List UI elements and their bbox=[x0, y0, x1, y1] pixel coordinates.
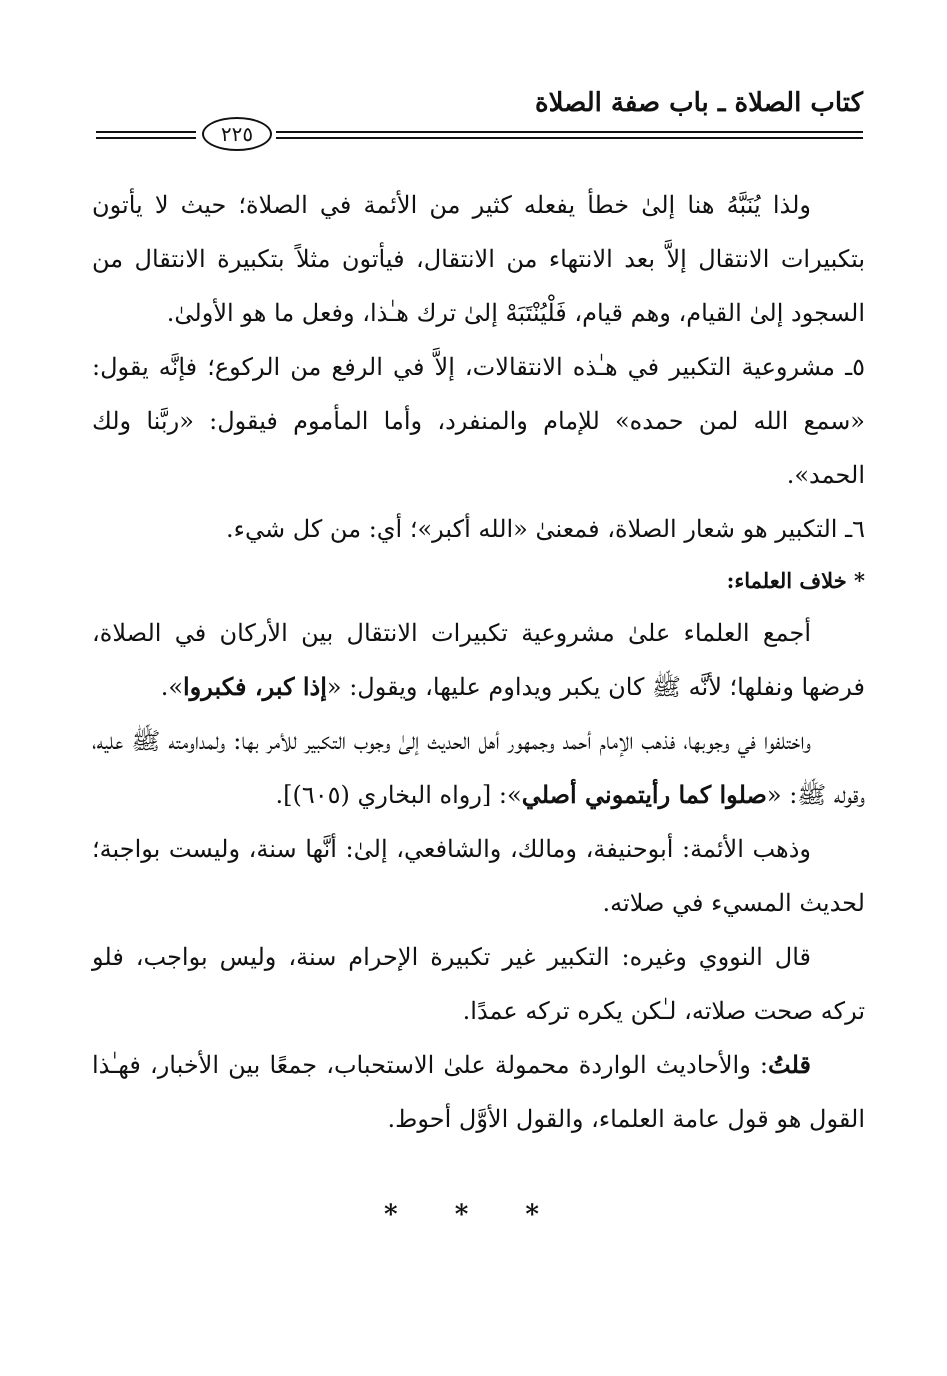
paragraph-consensus bbox=[92, 606, 865, 714]
paragraph-disagreement-end: »: [رواه البخاري (٦٠٥)]. bbox=[275, 781, 522, 809]
paragraph-conclusion bbox=[92, 1038, 865, 1146]
paragraph-disagreement-text: واختلفوا في وجوبها، فذهب الإمام أحمد وجمهور أهل الحديث إلىٰ وجوب التكبير للأمر بها: ولمداومته ﷺ عليه، وقوله ﷺ: « bbox=[92, 727, 865, 809]
section-separator: * * * bbox=[384, 1200, 563, 1230]
hadith-quote-2: صلوا كما رأيتموني أصلي bbox=[521, 780, 767, 809]
paragraph-disagreement bbox=[92, 714, 865, 822]
paragraph-consensus-text: أجمع العلماء علىٰ مشروعية تكبيرات الانتقال بين الأركان في الصلاة، فرضها ونفلها؛ لأنَّه ﷺ كان يكبر ويداوم عليها، ويقول: « bbox=[92, 619, 865, 701]
paragraph-consensus-end: ». bbox=[160, 673, 184, 701]
hadith-quote-1: إذا كبر، فكبروا bbox=[183, 672, 327, 701]
page-number: ٢٢٥ bbox=[202, 117, 272, 151]
paragraph-nawawi: قال النووي وغيره: التكبير غير تكبيرة الإحرام سنة، وليس بواجب، فلو تركه صحت صلاته، لـٰكن يكره تركه عمدًا. bbox=[92, 943, 865, 1025]
header-rule-right bbox=[276, 131, 863, 139]
header-rule-left bbox=[96, 131, 196, 139]
paragraph-imams: وذهب الأئمة: أبوحنيفة، ومالك، والشافعي، إلىٰ: أنَّها سنة، وليست بواجبة؛ لحديث المسيء في صلاته. bbox=[92, 835, 865, 917]
list-item-6: ٦ـ التكبير هو شعار الصلاة، فمعنىٰ «الله أكبر»؛ أي: من كل شيء. bbox=[226, 515, 865, 543]
author-note-label: قلتُ bbox=[768, 1050, 811, 1079]
paragraph-intro: ولذا يُنَبَّهُ هنا إلىٰ خطأ يفعله كثير من الأئمة في الصلاة؛ حيث لا يأتون بتكبيرات الانتقال إلاَّ بعد الانتهاء من الانتقال، فيأتون مثلاً بتكبيرة الانتقال من السجود إلىٰ القيام، وهم قيام، فَلْيُنْتَبَهْ إلىٰ ترك هـٰذا، وفعل ما هو الأولىٰ. bbox=[92, 191, 865, 327]
running-title: كتاب الصلاة ـ باب صفة الصلاة bbox=[535, 88, 863, 118]
section-heading: * خلاف العلماء: bbox=[726, 568, 865, 593]
list-item-5: ٥ـ مشروعية التكبير في هـٰذه الانتقالات، إلاَّ في الرفع من الركوع؛ فإنَّه يقول: «سمع الله لمن حمده» للإمام والمنفرد، وأما المأموم فيقول: «ربَّنا ولك الحمد». bbox=[92, 353, 865, 489]
paragraph-conclusion-text: : والأحاديث الواردة محمولة علىٰ الاستحباب، جمعًا بين الأخبار، فهـٰذا القول هو قول عامة العلماء، والقول الأوَّل أحوط. bbox=[92, 1051, 865, 1133]
page-header bbox=[96, 88, 863, 158]
body-text bbox=[92, 178, 865, 1146]
